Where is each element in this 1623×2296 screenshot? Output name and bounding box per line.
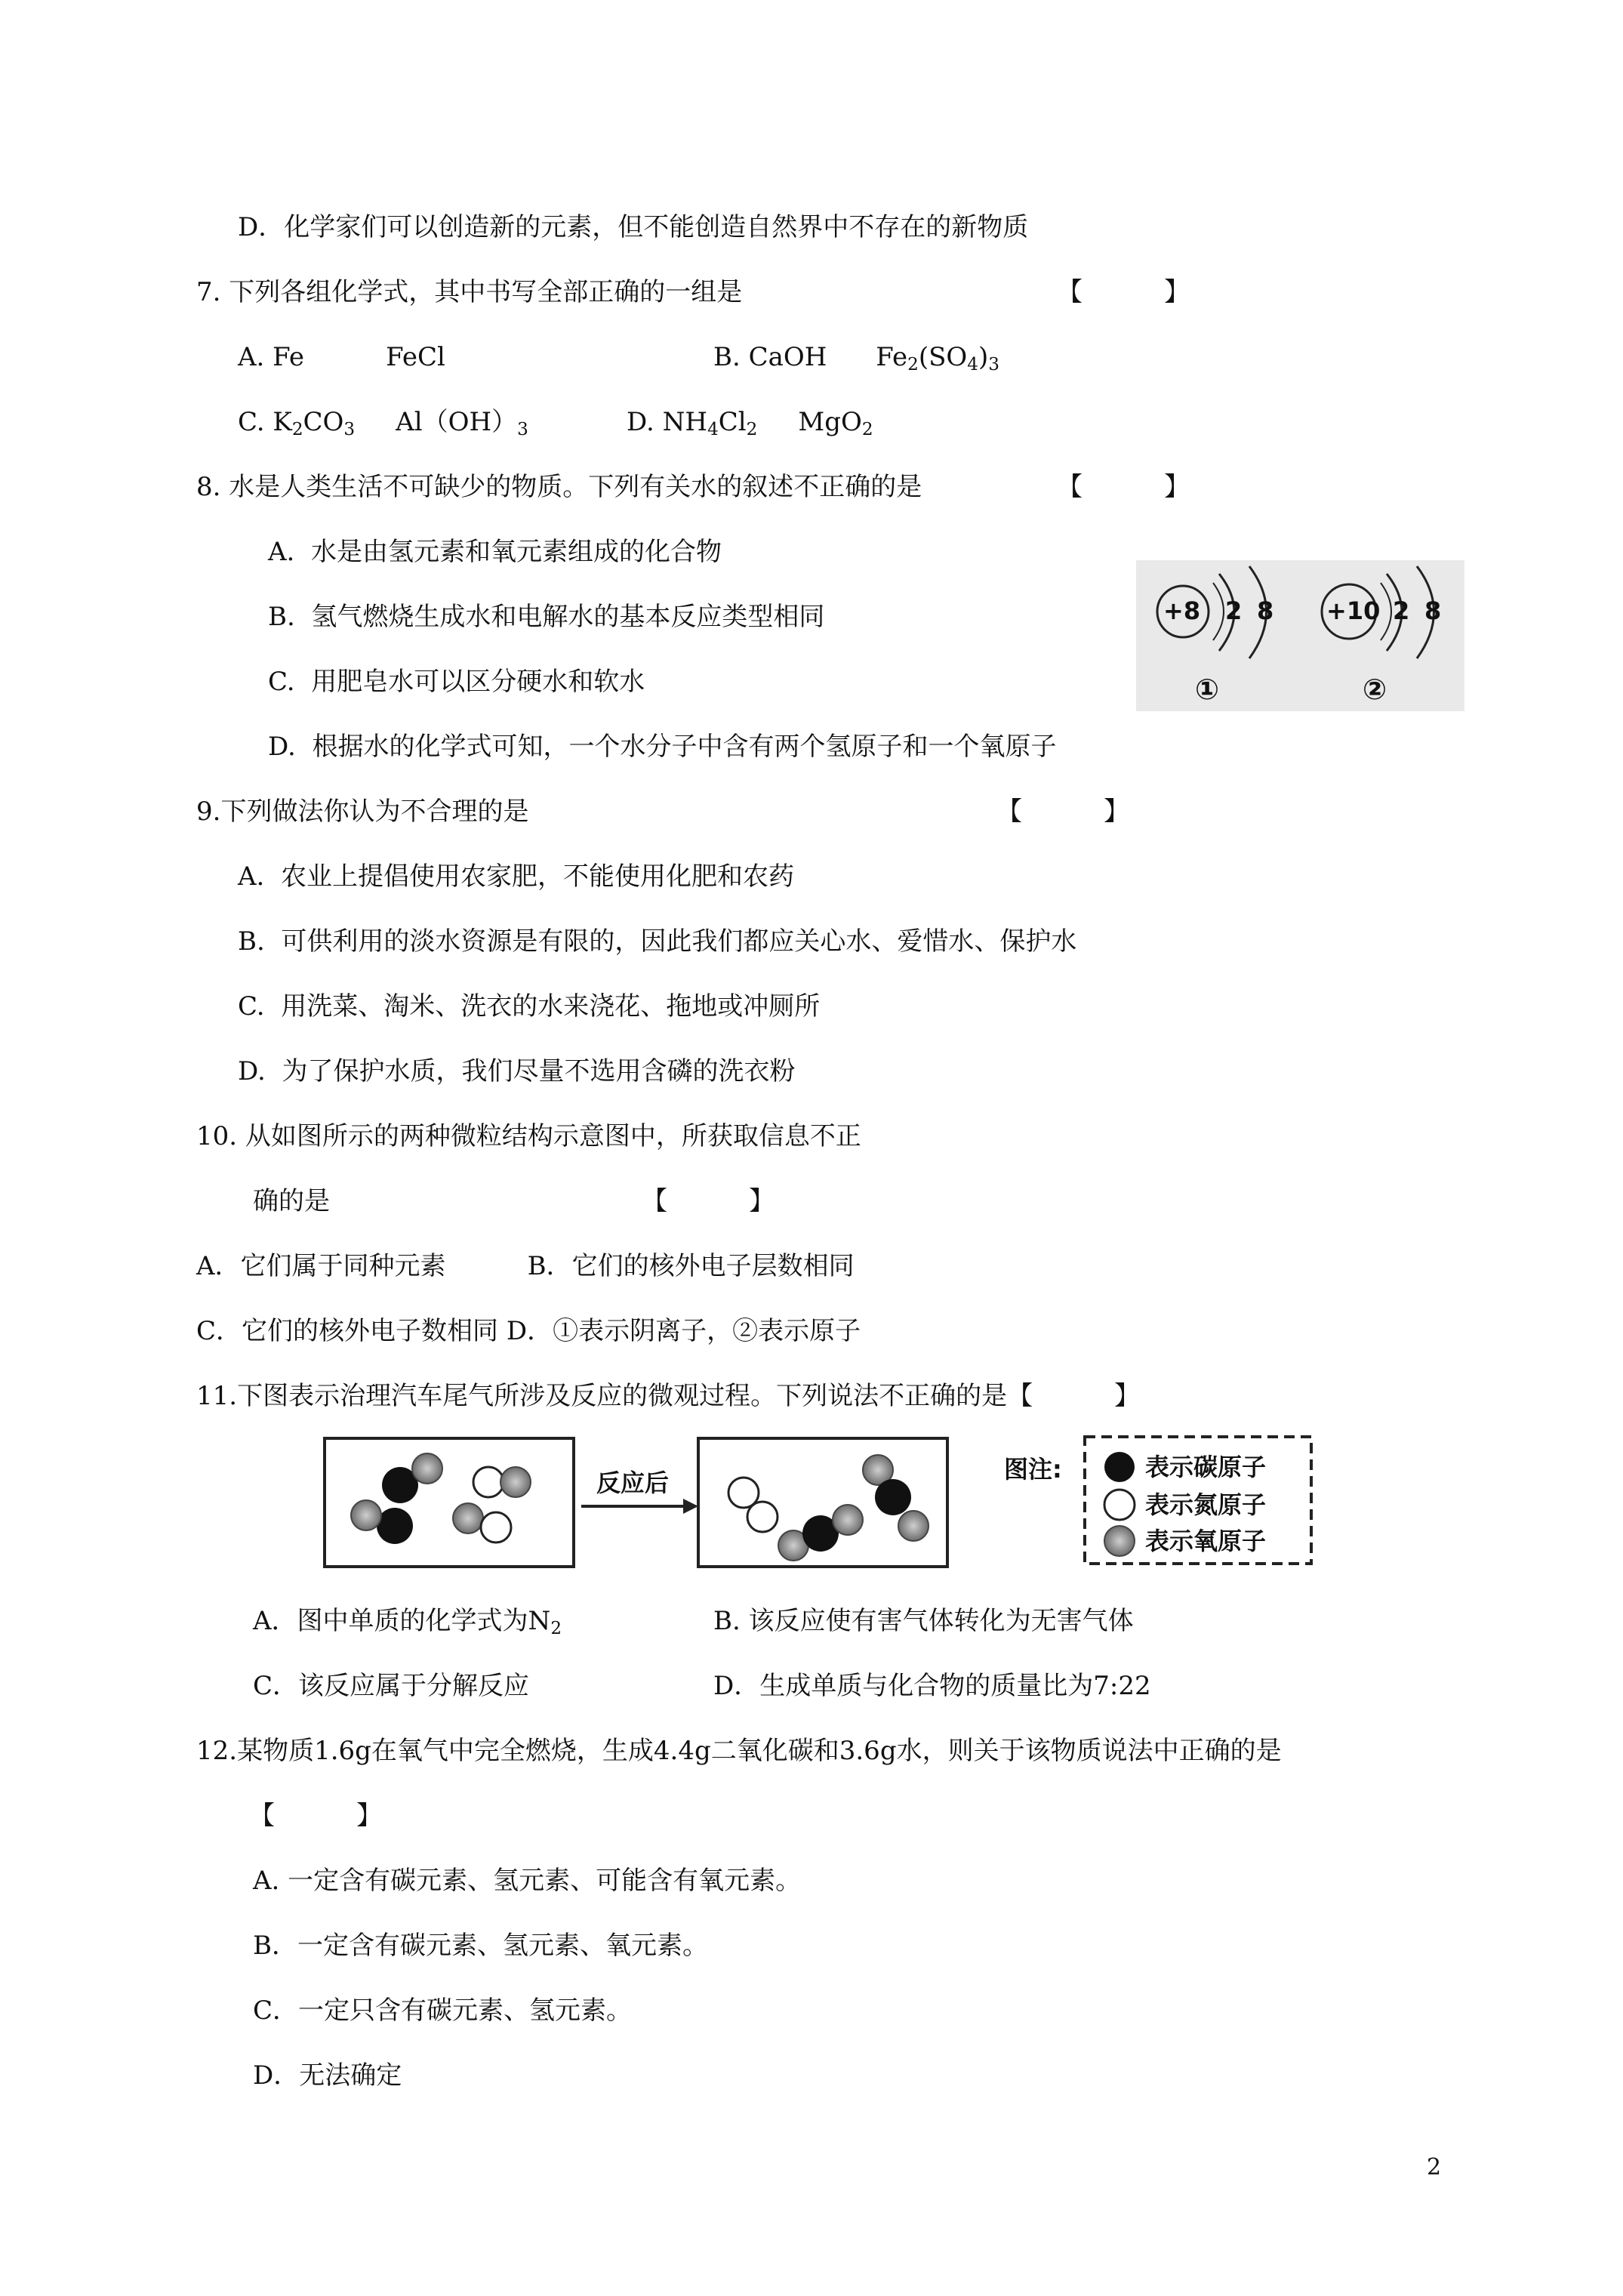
- atom-structure-figure: [1136, 560, 1464, 711]
- q10-options-ab: A．它们属于同种元素 B．它们的核外电子层数相同: [196, 1251, 855, 1281]
- page-number: 2: [1427, 2154, 1442, 2180]
- q7-option-a: A. Fe FeCl: [238, 342, 445, 372]
- nitrogen-atom: [481, 1512, 511, 1542]
- q7-option-c: C. $K_2CO_3$ $Al(OH)_3$: [238, 407, 528, 439]
- atom1-shell-arc: [1213, 583, 1224, 640]
- atom1-label: ①: [1195, 673, 1220, 706]
- q9-option-a: A. 农业上提倡使用农家肥，不能使用化肥和农药: [238, 861, 794, 892]
- legend-title: 图注:: [1004, 1455, 1062, 1484]
- q12-stem: 12.某物质1.6g在氧气中完全燃烧，生成4.4g二氧化碳和3.6g水，则关于该物质说法中正确的是: [196, 1736, 1282, 1766]
- oxygen-atom: [453, 1503, 483, 1533]
- nitrogen-atom: [473, 1467, 504, 1497]
- atom1-shell-1: 2: [1225, 596, 1243, 625]
- legend-nitrogen-swatch: [1104, 1490, 1135, 1520]
- q8-answer-bracket: 【 】: [1057, 472, 1190, 502]
- nitrogen-atom: [747, 1502, 778, 1532]
- q10-answer-bracket: 【 】: [642, 1186, 775, 1216]
- q9-answer-bracket: 【 】: [996, 797, 1130, 827]
- atom2-shell-1: 2: [1393, 596, 1410, 625]
- q11-option-a: A．图中单质的化学式为$N_2$: [253, 1606, 562, 1638]
- q7-answer-bracket: 【 】: [1057, 277, 1190, 307]
- q11-stem: 11.下图表示治理汽车尾气所涉及反应的微观过程。下列说法不正确的是【 】: [196, 1381, 1141, 1411]
- legend-carbon-label: 表示碳原子: [1145, 1453, 1267, 1481]
- atom2-label: ②: [1363, 673, 1387, 706]
- q12-option-b: B．一定含有碳元素、氢元素、氧元素。: [253, 1931, 708, 1961]
- q12-option-d: D．无法确定: [253, 2060, 402, 2091]
- q8-option-c: C. 用肥皂水可以区分硬水和软水: [268, 667, 645, 697]
- q12-answer-bracket: 【 】: [249, 1801, 383, 1831]
- q9-option-b: B. 可供利用的淡水资源是有限的，因此我们都应关心水、爱惜水、保护水: [238, 926, 1077, 957]
- q8-stem: 8. 水是人类生活不可缺少的物质。下列有关水的叙述不正确的是: [196, 472, 922, 502]
- oxygen-atom: [351, 1500, 381, 1530]
- carbon-atom: [377, 1508, 413, 1544]
- q11-option-d: D．生成单质与化合物的质量比为7:22: [713, 1671, 1151, 1701]
- q11-option-b: B. 该反应使有害气体转化为无害气体: [713, 1606, 1134, 1636]
- legend-nitrogen-label: 表示氮原子: [1145, 1490, 1267, 1519]
- legend-carbon-swatch: [1104, 1452, 1135, 1482]
- legend-oxygen-label: 表示氧原子: [1145, 1527, 1267, 1555]
- oxygen-atom: [833, 1505, 863, 1535]
- q9-stem: 9.下列做法你认为不合理的是: [196, 797, 529, 827]
- atom2-shell-arc: [1381, 583, 1391, 640]
- reaction-arrow-head: [683, 1499, 698, 1514]
- q12-option-a: A. 一定含有碳元素、氢元素、可能含有氧元素。: [253, 1866, 802, 1896]
- q11-option-c: C．该反应属于分解反应: [253, 1671, 530, 1701]
- q6-option-d: D．化学家们可以创造新的元素，但不能创造自然界中不存在的新物质: [238, 212, 1029, 242]
- atom2-nucleus-charge: +10: [1326, 596, 1381, 625]
- oxygen-atom: [500, 1467, 531, 1497]
- q8-option-a: A. 水是由氢元素和氧元素组成的化合物: [268, 537, 722, 567]
- atom2-shell-2: 8: [1424, 596, 1442, 625]
- oxygen-atom: [412, 1453, 442, 1484]
- q8-option-b: B. 氢气燃烧生成水和电解水的基本反应类型相同: [268, 602, 825, 632]
- q7-option-d: D. $NH_4Cl_2$ MgO$_2$: [627, 407, 873, 439]
- q9-option-c: C. 用洗菜、淘米、洗衣的水来浇花、拖地或冲厕所: [238, 991, 821, 1022]
- legend-oxygen-swatch: [1104, 1526, 1135, 1556]
- q10-stem: 10. 从如图所示的两种微粒结构示意图中，所获取信息不正: [196, 1121, 861, 1151]
- q7-option-b: B. CaOH $Fe_2(SO_4)_3$: [713, 342, 999, 374]
- atom1-nucleus-charge: +8: [1163, 596, 1201, 625]
- oxygen-atom: [898, 1511, 929, 1541]
- q10-stem-cont: 确的是: [253, 1186, 330, 1216]
- carbon-atom: [875, 1479, 911, 1515]
- atom1-shell-2: 8: [1257, 596, 1274, 625]
- reaction-arrow-label: 反应后: [596, 1469, 670, 1497]
- reaction-figure: [321, 1431, 1317, 1574]
- q9-option-d: D. 为了保护水质，我们尽量不选用含磷的洗衣粉: [238, 1056, 796, 1086]
- q12-option-c: C．一定只含有碳元素、氢元素。: [253, 1996, 633, 2026]
- q8-option-d: D. 根据水的化学式可知，一个水分子中含有两个氢原子和一个氧原子: [268, 732, 1057, 762]
- q10-options-cd: C．它们的核外电子数相同 D．①表示阴离子，②表示原子: [196, 1316, 861, 1346]
- q7-stem: 7. 下列各组化学式，其中书写全部正确的一组是: [196, 277, 743, 307]
